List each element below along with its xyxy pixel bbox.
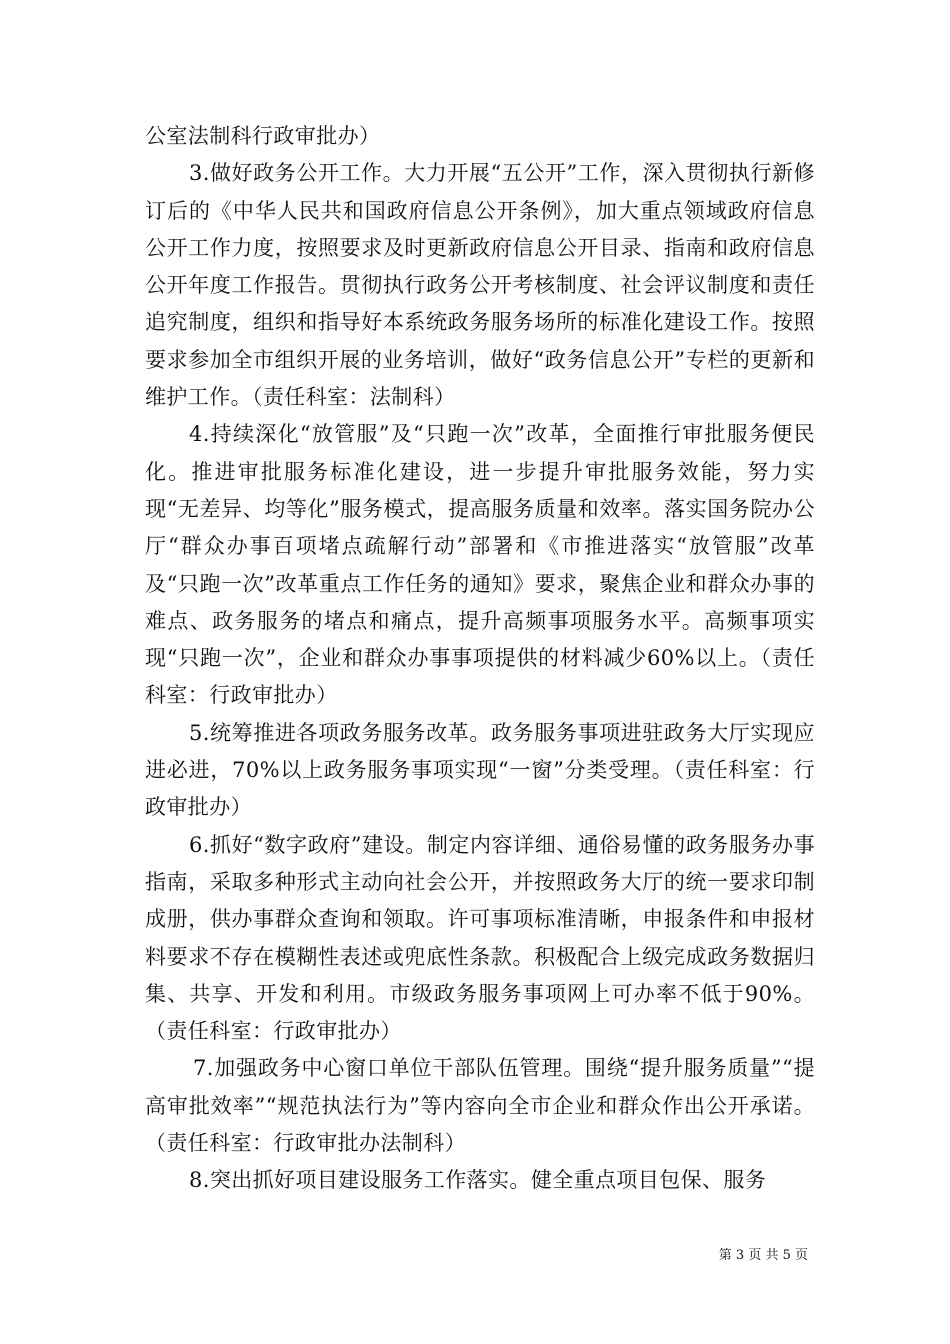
paragraph-item-3: 3.做好政务公开工作。大力开展“五公开”工作，深入贯彻执行新修订后的《中华人民共和国政府信息公开条例》，加大重点领域政府信息公开工作力度，按照要求及时更新政府信息公开目录、指南和政府信息公开年度工作报告。贯彻执行政务公开考核制度、社会评议制度和责任追究制度，组织和指导好本系统政务服务场所的标准化建设工作。按照要求参加全市组织开展的业务培训，做好“政务信息公开”专栏的更新和维护工作。（责任科室：法制科） bbox=[145, 161, 815, 410]
paragraph-item-4: 4.持续深化“放管服”及“只跑一次”改革，全面推行审批服务便民化。推进审批服务标准化建设，进一步提升审批服务效能，努力实现“无差异、均等化”服务模式，提高服务质量和效率。落实国务院办公厅“群众办事百项堵点疏解行动”部署和《市推进落实“放管服”改革及“只跑一次”改革重点工作任务的通知》要求，聚焦企业和群众办事的难点、政务服务的堵点和痛点，提升高频事项服务水平。高频事项实现“只跑一次”，企业和群众办事事项提供的材料减少60%以上。（责任科室：行政审批办） bbox=[145, 422, 815, 708]
page-number-footer: 第 3 页 共 5 页 bbox=[718, 1248, 808, 1263]
document-body bbox=[145, 118, 815, 1200]
paragraph-item-6: 6.抓好“数字政府”建设。制定内容详细、通俗易懂的政务服务办事指南，采取多种形式主动向社会公开，并按照政务大厅的统一要求印制成册，供办事群众查询和领取。许可事项标准清晰，申报条件和申报材料要求不存在模糊性表述或兜底性条款。积极配合上级完成政务数据归集、共享、开发和利用。市级政务服务事项网上可办率不低于90%。（责任科室：行政审批办） bbox=[145, 832, 815, 1044]
paragraph-item-8: 8.突出抓好项目建设服务工作落实。健全重点项目包保、服务 bbox=[189, 1168, 767, 1193]
paragraph-item-7: 7.加强政务中心窗口单位干部队伍管理。围绕“提升服务质量”“提高审批效率”“规范执法行为”等内容向全市企业和群众作出公开承诺。（责任科室：行政审批办法制科） bbox=[145, 1056, 815, 1156]
paragraph-item-5: 5.统筹推进各项政务服务改革。政务服务事项进驻政务大厅实现应进必进，70%以上政务服务事项实现“一窗”分类受理。（责任科室：行政审批办） bbox=[145, 720, 815, 820]
paragraph-continuation: 公室法制科行政审批办） bbox=[145, 124, 381, 148]
